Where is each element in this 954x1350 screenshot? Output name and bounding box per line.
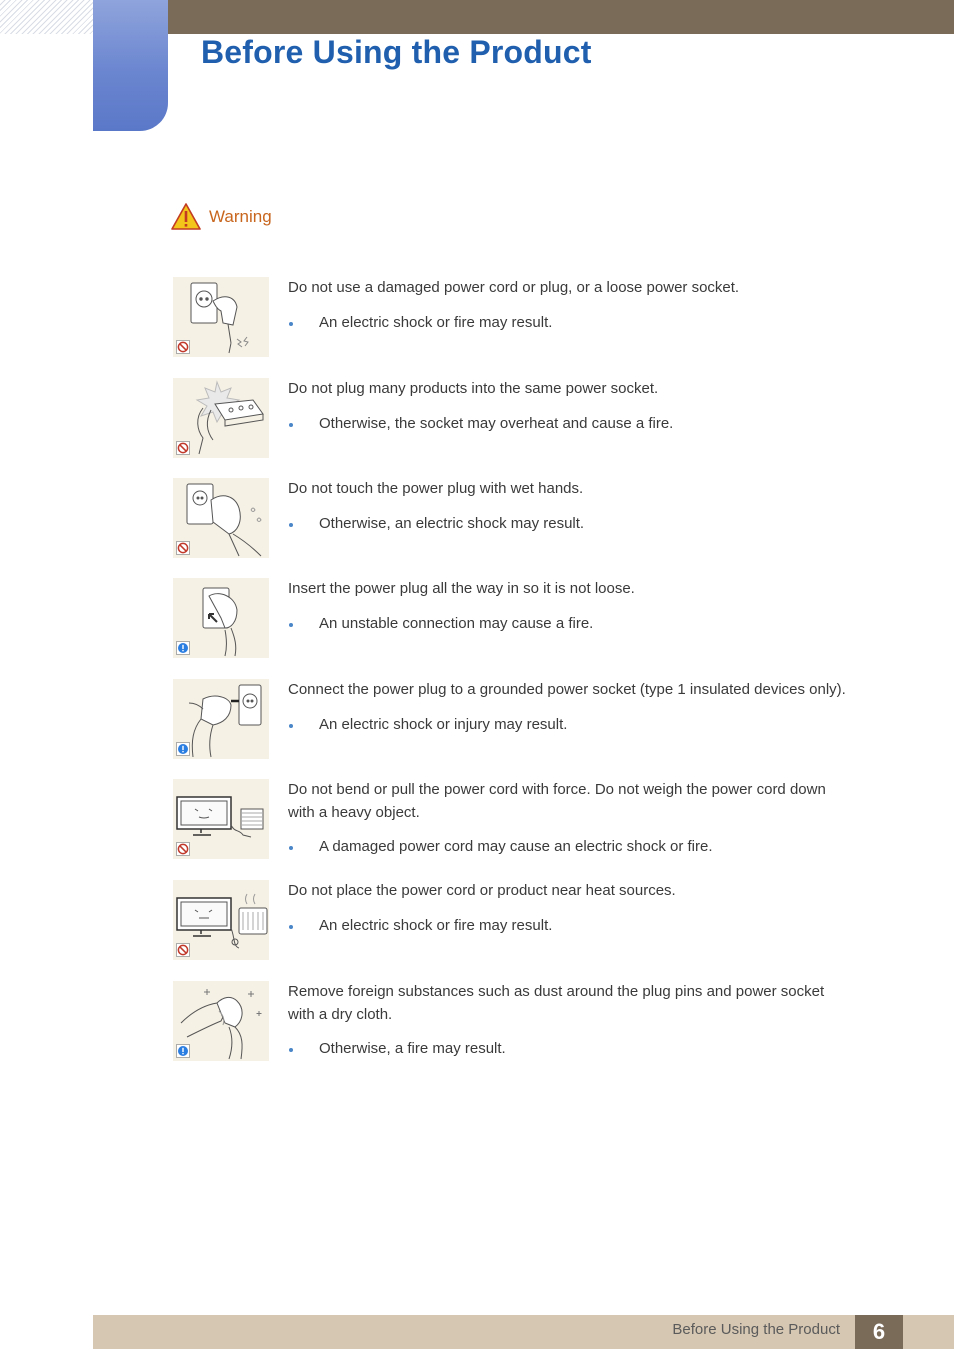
wet-hand-plug-illustration — [173, 478, 269, 558]
bullet-icon — [289, 423, 293, 427]
bullet-icon — [289, 846, 293, 850]
bullet-icon — [289, 724, 293, 728]
power-strip-illustration — [173, 378, 269, 458]
grounded-socket-illustration — [173, 679, 269, 759]
footer-title: Before Using the Product — [672, 1321, 840, 1338]
consequence-text: An electric shock or fire may result. — [319, 916, 553, 934]
chapter-tab — [93, 0, 168, 131]
consequence-text: An electric shock or fire may result. — [319, 313, 553, 331]
warning-consequence — [288, 1038, 848, 1060]
consequence-text: Otherwise, an electric shock may result. — [319, 514, 585, 532]
mandatory-icon — [176, 641, 190, 655]
bullet-icon — [289, 523, 293, 527]
warning-triangle-icon — [171, 203, 201, 230]
bullet-icon — [289, 623, 293, 627]
warning-consequence — [288, 413, 848, 435]
page-title: Before Using the Product — [201, 34, 592, 70]
warning-consequence — [288, 312, 848, 334]
bullet-icon — [289, 1048, 293, 1052]
warning-label: Warning — [209, 206, 272, 226]
monitor-heater-illustration — [173, 880, 269, 960]
consequence-text: An electric shock or injury may result. — [319, 715, 568, 733]
damaged-plug-illustration — [173, 277, 269, 357]
insert-plug-illustration — [173, 578, 269, 658]
prohibited-icon — [176, 340, 190, 354]
warning-text: Do not use a damaged power cord or plug, or a loose power socket. — [288, 279, 740, 296]
bullet-icon — [289, 322, 293, 326]
warning-text: Do not plug many products into the same power socket. — [288, 380, 659, 397]
header-hatch-pattern — [0, 0, 93, 34]
warning-consequence — [288, 836, 848, 858]
mandatory-icon — [176, 1044, 190, 1058]
prohibited-icon — [176, 943, 190, 957]
warning-consequence — [288, 613, 848, 635]
warning-text: Connect the power plug to a grounded power socket (type 1 insulated devices only). — [288, 681, 846, 698]
consequence-text: Otherwise, the socket may overheat and cause a fire. — [319, 414, 674, 432]
warning-consequence — [288, 915, 848, 937]
bullet-icon — [289, 925, 293, 929]
prohibited-icon — [176, 842, 190, 856]
warning-text: Do not bend or pull the power cord with force. Do not weigh the power cord down with a heavy object. — [288, 781, 826, 821]
warning-consequence — [288, 513, 848, 535]
cleaning-plug-illustration — [173, 981, 269, 1061]
warning-consequence — [288, 714, 848, 736]
consequence-text: An unstable connection may cause a fire. — [319, 614, 594, 632]
prohibited-icon — [176, 541, 190, 555]
page-number: 6 — [855, 1315, 903, 1349]
warning-text: Insert the power plug all the way in so it is not loose. — [288, 580, 635, 597]
header-band — [168, 0, 954, 34]
warning-text: Remove foreign substances such as dust around the plug pins and power socket with a dry cloth. — [288, 983, 825, 1023]
mandatory-icon — [176, 742, 190, 756]
consequence-text: Otherwise, a fire may result. — [319, 1040, 506, 1057]
prohibited-icon — [176, 441, 190, 455]
consequence-text: A damaged power cord may cause an electric shock or fire. — [319, 838, 713, 855]
warning-text: Do not place the power cord or product near heat sources. — [288, 882, 676, 899]
warning-text: Do not touch the power plug with wet hands. — [288, 480, 584, 497]
monitor-heavy-object-illustration — [173, 779, 269, 859]
warning-heading — [171, 203, 272, 230]
